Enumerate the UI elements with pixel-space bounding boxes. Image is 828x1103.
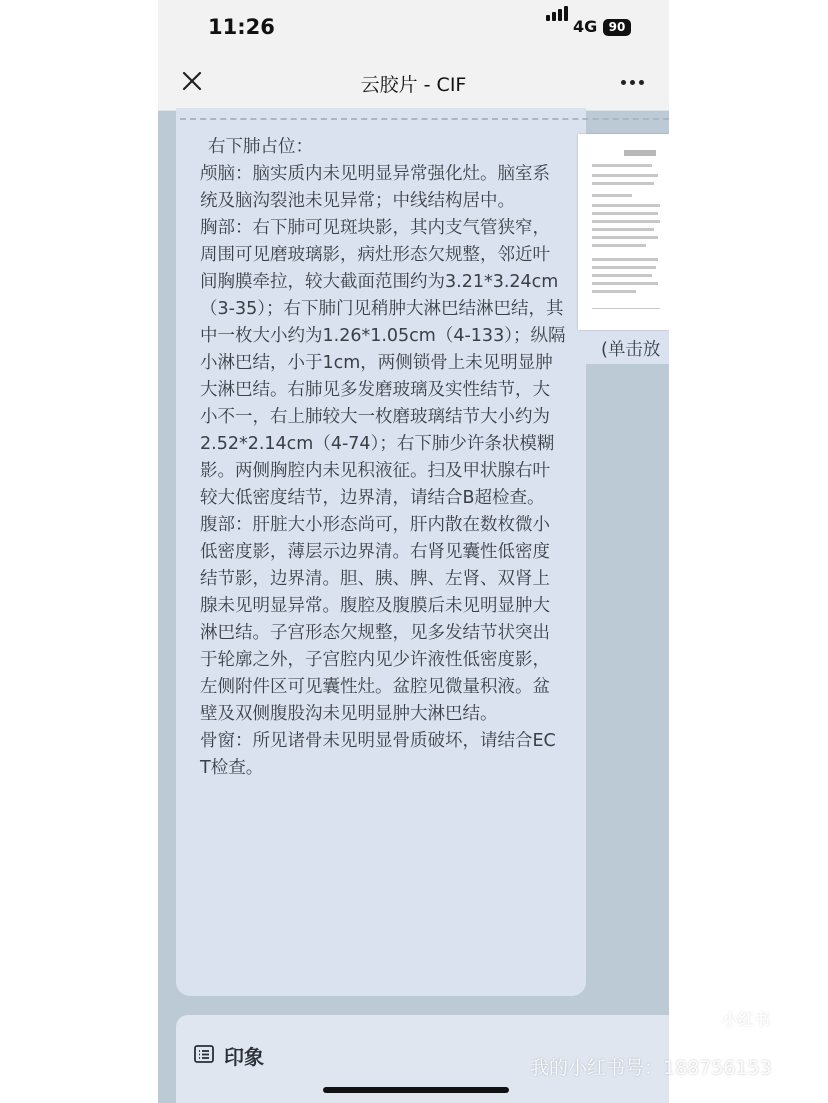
report-paragraph-bone: 骨窗：所见诸骨未见明显骨质破坏，请结合ECT检查。 — [200, 731, 556, 778]
report-paragraph-brain: 颅脑：脑实质内未见明显异常强化灶。脑室系统及脑沟裂池未见异常；中线结构居中。 — [200, 164, 550, 211]
thumbnail-caption[interactable]: (单击放 — [601, 340, 661, 360]
divider — [180, 118, 669, 120]
home-indicator[interactable] — [323, 1087, 509, 1093]
page-title: 云胶片 - CIF — [360, 74, 467, 96]
report-text — [200, 134, 566, 782]
phone-screen — [158, 0, 669, 1103]
battery-icon: 90 — [603, 19, 631, 36]
more-icon[interactable] — [621, 80, 645, 86]
watermark-logo: 小红书 — [702, 1002, 790, 1038]
list-icon — [194, 1045, 214, 1063]
nav-bar — [158, 56, 669, 111]
report-heading: 右下肺占位： — [208, 137, 313, 157]
report-card — [176, 108, 586, 996]
impression-title: 印象 — [224, 1045, 264, 1069]
status-bar — [158, 0, 669, 56]
report-thumbnail[interactable] — [578, 134, 669, 330]
status-time: 11:26 — [208, 15, 275, 39]
report-thumbnail-area — [578, 134, 669, 364]
network-type: 4G — [573, 17, 598, 36]
watermark-text: 我的小红书号：188756153 — [530, 1057, 772, 1079]
report-paragraph-abdomen: 腹部：肝脏大小形态尚可，肝内散在数枚微小低密度影，薄层示边界清。右肾见囊性低密度结节影，边界清。胆、胰、脾、左肾、双肾上腺未见明显异常。腹腔及腹膜后未见明显肿大淋巴结。子宫形态欠规整，见多发结节状突出于轮廓之外，子宫腔内见少许液性低密度影，左侧附件区可见囊性灶。盆腔见微量积液。盆壁及双侧腹股沟未见明显肿大淋巴结。 — [200, 515, 550, 724]
report-paragraph-chest: 胸部：右下肺可见斑块影，其内支气管狭窄，周围可见磨玻璃影，病灶形态欠规整，邻近叶间胸膜牵拉，较大截面范围约为3.21*3.24cm（3-35）；右下肺门见稍肿大淋巴结淋巴结，其中一枚大小约为1.26*1.05cm（4-133）；纵隔小淋巴结，小于1cm，两侧锁骨上未见明显肿大淋巴结。右肺见多发磨玻璃及实性结节，大小不一，右上肺较大一枚磨玻璃结节大小约为2.52*2.14cm（4-74）；右下肺少许条状模糊影。两侧胸腔内未见积液征。扫及甲状腺右叶较大低密度结节，边界清，请结合B超检查。 — [200, 218, 566, 508]
